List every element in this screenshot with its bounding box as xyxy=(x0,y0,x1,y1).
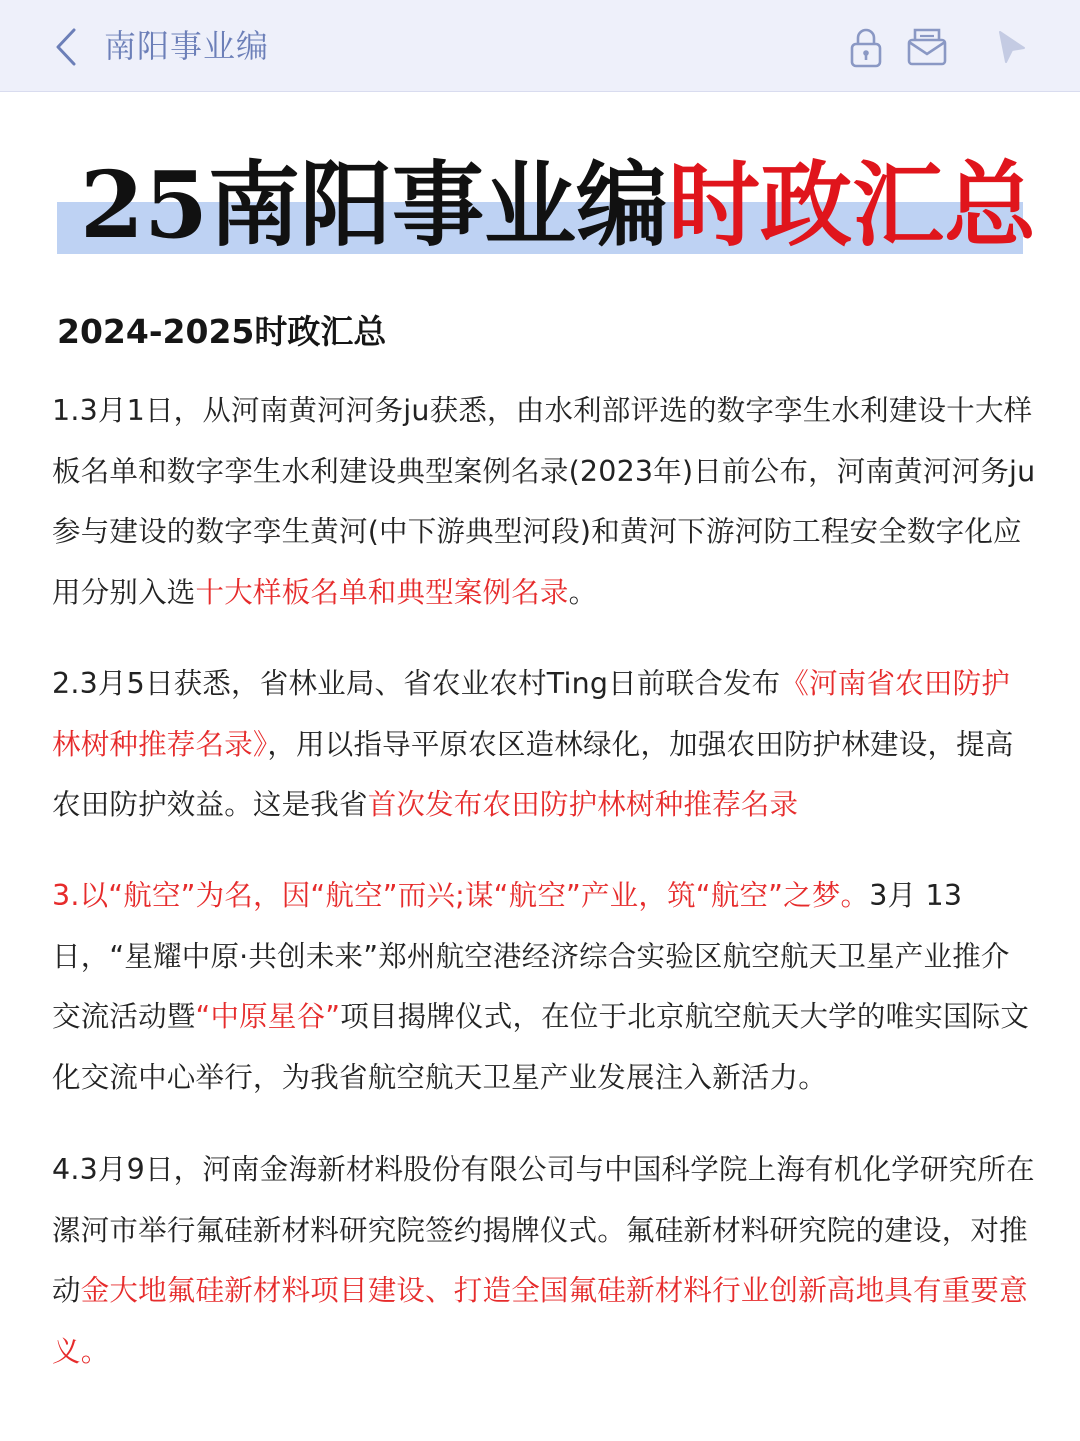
news-item-4 xyxy=(52,1140,1037,1382)
page-title-black: 25南阳事业编 xyxy=(80,151,669,259)
news-item-text: 2.3月5日获悉，省林业局、省农业农村Ting日前联合发布 xyxy=(52,667,781,700)
news-item-highlight: 十大样板名单和典型案例名录 xyxy=(195,575,569,609)
hero-heading xyxy=(0,140,1080,270)
news-item-text: 项目揭牌仪式，在位于北京航空航天大学的唯实国际文化交流中心举行，为我省航空航天卫星产业发展注入新活力。 xyxy=(52,1000,1030,1094)
news-item-text: 3. xyxy=(52,879,80,912)
news-item-highlight: 金大地氟硅新材料项目建设、打造全国氟硅新材料行业创新高地具有重要意义。 xyxy=(52,1274,1028,1368)
nav-title: 南阳事业编 xyxy=(104,27,270,65)
news-item-2 xyxy=(52,654,1037,836)
news-item-text: 1.3月1日，从河南黄河河务ju获悉，由水利部评选的数字孪生水利建设十大样板名单和数字孪生水利建设典型案例名录(2023年)日前公布，河南黄河河务ju参与建设的数字孪生黄河(中下游典型河段)和黄河下游河防工程安全数字化应用分别入选 xyxy=(52,394,1036,609)
news-item-text: ，用以指导平原农区造林绿化，加强农田防护林建设，提高农田防护效益。这是我省 xyxy=(52,727,1014,821)
mail-icon[interactable] xyxy=(904,24,950,70)
news-item-3 xyxy=(52,866,1037,1108)
news-item-text: 4.3月9日，河南金海新材料股份有限公司与中国科学院上海有机化学研究所在漯河市举行氟硅新材料研究院签约揭牌仪式。氟硅新材料研究院的建设，对推动 xyxy=(52,1153,1035,1307)
back-chevron-icon[interactable] xyxy=(50,26,82,68)
page-title-red: 时政汇总 xyxy=(668,151,1037,259)
news-item-highlight: 《河南省农田防护林树种推荐名录》 xyxy=(52,667,1010,761)
news-item-text: 。 xyxy=(568,575,598,609)
section-subtitle: 2024-2025时政汇总 xyxy=(57,312,387,351)
news-item-highlight: 以“航空”为名，因“航空”而兴;谋“航空”产业，筑“航空”之梦。 xyxy=(79,879,870,912)
news-item-highlight: “中原星谷” xyxy=(195,1000,341,1033)
cursor-arrow-icon[interactable] xyxy=(990,24,1036,70)
top-nav-bar xyxy=(0,0,1080,92)
news-item-highlight: 首次发布农田防护林树种推荐名录 xyxy=(367,788,799,821)
lock-icon[interactable] xyxy=(843,24,889,70)
news-item-text: 3月 13 日，“星耀中原·共创未来”郑州航空港经济综合实验区航空航天卫星产业推介交流活动暨 xyxy=(52,879,1010,1033)
news-item-1 xyxy=(52,381,1037,623)
page-title xyxy=(80,150,1036,260)
